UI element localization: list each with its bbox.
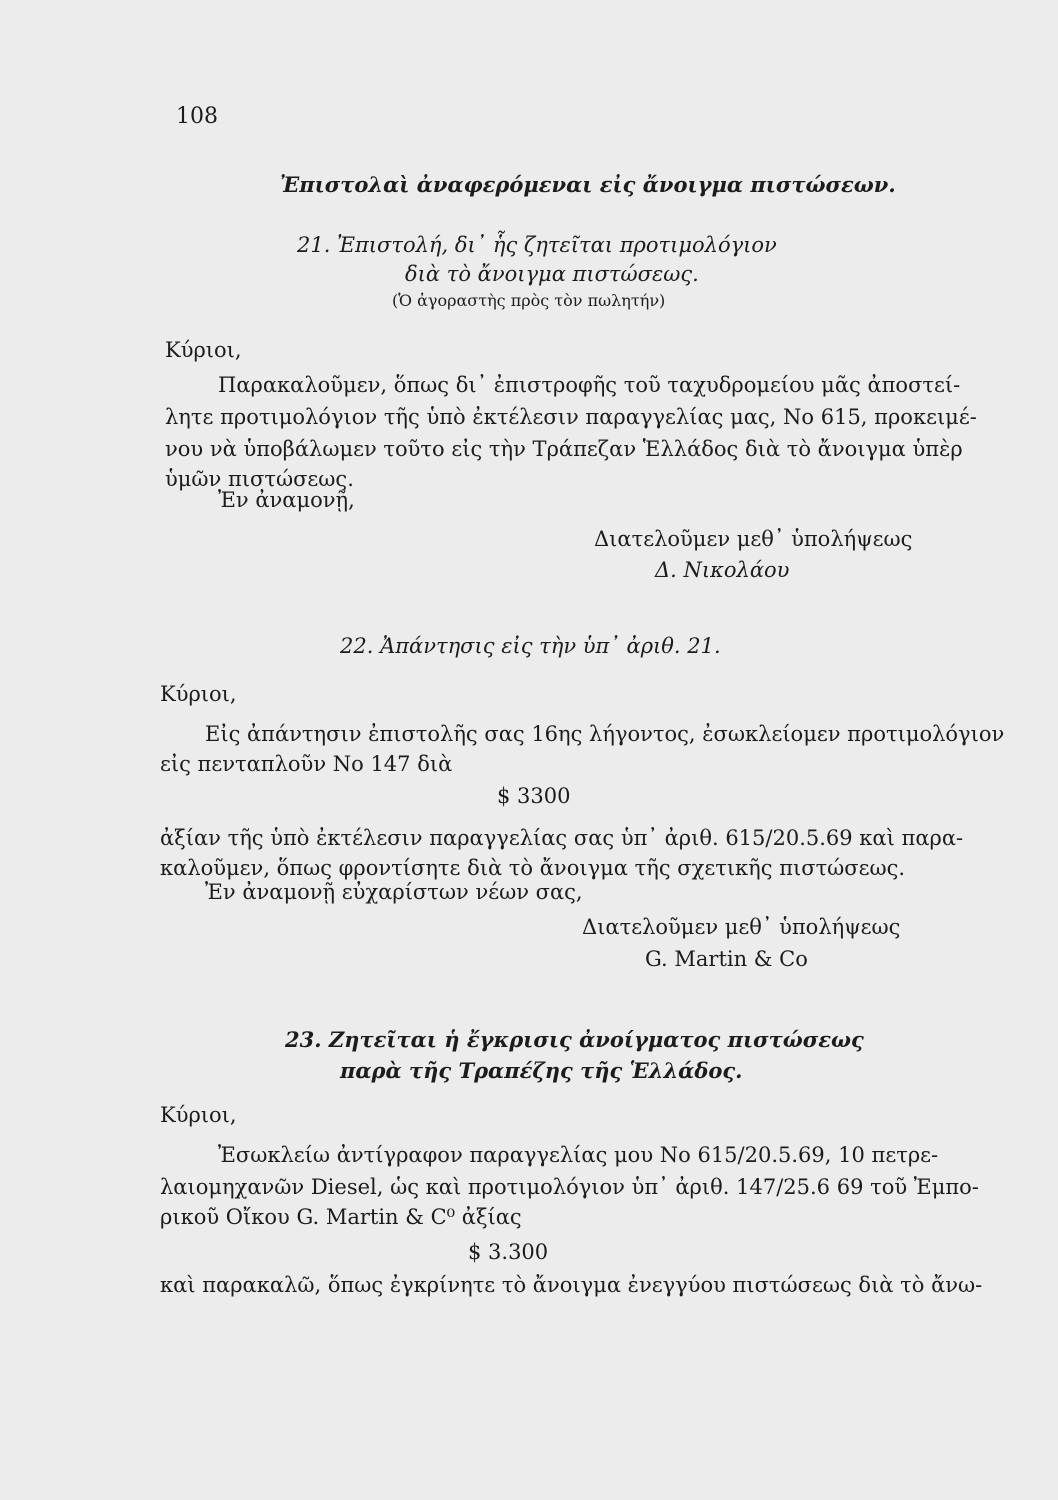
letter22-body-line: Εἰς ἀπάντησιν ἐπιστολῆς σας 16ης λήγοντος, ἐσωκλείομεν προτιμολόγιον [205,722,1005,746]
letter21-body-line: νου νὰ ὑποβάλωμεν τοῦτο εἰς τὴν Τράπεζαν Ἑλλάδος διὰ τὸ ἄνοιγμα ὑπὲρ [165,437,963,461]
letter23-amount: $ 3.300 [468,1240,549,1264]
letter23-title-line1: 23. Ζητεῖται ἡ ἔγκρισις ἀνοίγματος πιστώσεως [285,1027,864,1052]
letter21-salutation: Κύριοι, [165,338,242,362]
letter21-subtitle: (Ὁ ἀγοραστὴς πρὸς τὸν πωλητήν) [392,291,666,310]
letter22-body-line: εἰς πενταπλοῦν Νο 147 διὰ [160,752,453,776]
letter21-closing: Διατελοῦμεν μεθ᾿ ὑπολήψεως [594,527,913,551]
letter22-signature: G. Martin & Co [645,947,808,971]
letter22-closing: Διατελοῦμεν μεθ᾿ ὑπολήψεως [582,915,901,939]
letter23-body-line: Ἐσωκλείω ἀντίγραφον παραγγελίας μου Νο 615/20.5.69, 10 πετρε- [218,1143,939,1167]
letter21-body-line: λητε προτιμολόγιον τῆς ὑπὸ ἐκτέλεσιν παραγγελίας μας, Νο 615, προκειμέ- [165,405,977,429]
letter22-closing-wait: Ἐν ἀναμονῇ εὐχαρίστων νέων σας, [205,880,583,904]
letter21-signature: Δ. Νικολάου [655,558,790,582]
letter22-body-line: ἀξίαν τῆς ὑπὸ ἐκτέλεσιν παραγγελίας σας ὑπ᾿ ἀριθ. 615/20.5.69 καὶ παρα- [160,826,964,850]
letter21-title-line2: διὰ τὸ ἄνοιγμα πιστώσεως. [405,262,699,286]
letter21-body-line: Παρακαλοῦμεν, ὅπως δι᾿ ἐπιστροφῆς τοῦ ταχυδρομείου μᾶς ἀποστεί- [218,373,961,397]
letter23-title-line2: παρὰ τῆς Τραπέζης τῆς Ἑλλάδος. [340,1058,743,1083]
letter22-salutation: Κύριοι, [160,682,237,706]
letter23-body-line: λαιομηχανῶν Diesel, ὡς καὶ προτιμολόγιον ὑπ᾿ ἀριθ. 147/25.6 69 τοῦ Ἐμπο- [160,1175,979,1199]
letter21-title-line1: 21. Ἐπιστολή, δι᾿ ἧς ζητεῖται προτιμολόγιον [297,233,777,257]
letter22-title: 22. Ἀπάντησις εἰς τὴν ὑπ᾿ ἀριθ. 21. [340,634,721,658]
letter21-body-line: ὑμῶν πιστώσεως. [165,467,354,491]
letter22-body-line: καλοῦμεν, ὅπως φροντίσητε διὰ τὸ ἄνοιγμα τῆς σχετικῆς πιστώσεως. [160,856,906,880]
letter23-salutation: Κύριοι, [160,1103,237,1127]
section-heading: Ἐπιστολαὶ ἀναφερόμεναι εἰς ἄνοιγμα πιστώσεων. [280,172,896,197]
letter22-amount: $ 3300 [497,784,571,808]
letter23-body-line: ρικοῦ Οἴκου G. Martin & C⁰ ἀξίας [160,1205,522,1229]
letter21-closing-wait: Ἐν ἀναμονῇ, [218,488,355,512]
page-number: 108 [176,104,218,129]
letter23-body-line: καὶ παρακαλῶ, ὅπως ἐγκρίνητε τὸ ἄνοιγμα ἐνεγγύου πιστώσεως διὰ τὸ ἄνω- [160,1273,983,1297]
